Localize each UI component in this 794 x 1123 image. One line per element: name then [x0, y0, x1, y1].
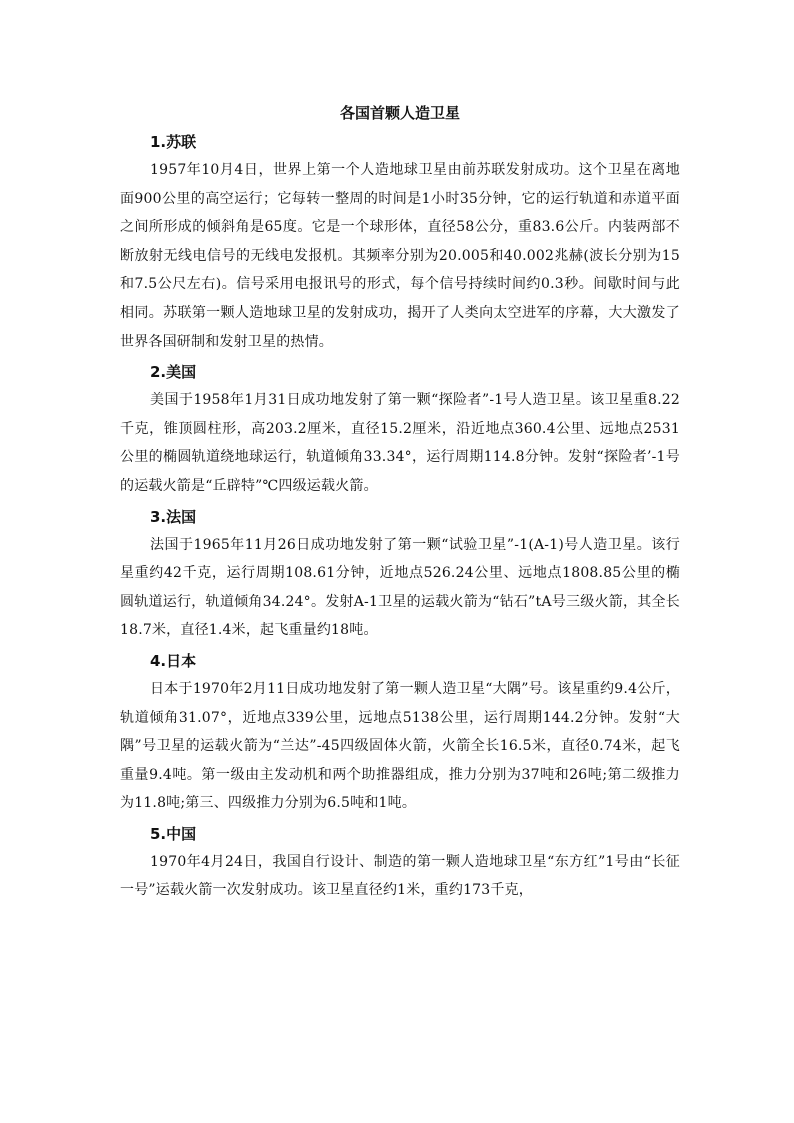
section-usa — [120, 358, 680, 500]
section-body: 美国于1958年1月31日成功地发射了第一颗“探险者”-1号人造卫星。该卫星重8.22千克，锥顶圆柱形，高203.2厘米，直径15.2厘米，沿近地点360.4公里、远地点2531公里的椭圆轨道绕地球运行，轨道倾角33.34°，运行周期114.8分钟。发射“探险者’-1号的运载火箭是“丘辟特”℃四级运载火箭。 — [120, 392, 680, 494]
section-body: 法国于1965年11月26日成功地发射了第一颗“试验卫星”-1(A-1)号人造卫星。该行星重约42千克，运行周期108.61分钟，近地点526.24公里、远地点1808.85公里的椭圆轨道运行，轨道倾角34.24°。发射A-1卫星的运载火箭为“钻石”tA号三级火箭，其全长18.7米，直径1.4米，起飞重量约18吨。 — [120, 536, 680, 639]
section-heading: 2.美国 — [150, 363, 197, 382]
section-france — [120, 503, 680, 645]
section-heading: 1.苏联 — [150, 133, 197, 151]
document-page — [120, 100, 680, 907]
section-heading: 3.法国 — [150, 507, 197, 526]
section-body: 1957年10月4日，世界上第一个人造地球卫星由前苏联发射成功。这个卫星在离地面900公里的高空运行；它每转一整周的时间是1小时35分钟，它的运行轨道和赤道平面之间所形成的倾斜角是65度。它是一个球形体，直径58公分，重83.6公斤。内装两部不断放射无线电信号的无线电发报机。其频率分别为20.005和40.002兆赫(波长分别为15和7.5公尺左右)。信号采用电报讯号的形式，每个信号持续时间约0.3秒。间歇时间与此相同。苏联第一颗人造地球卫星的发射成功，揭开了人类向太空进军的序幕，大大激发了世界各国研制和发射卫星的热情。 — [120, 162, 680, 350]
section-japan — [120, 647, 680, 818]
section-ussr — [120, 128, 680, 356]
section-heading: 5.中国 — [150, 824, 197, 843]
section-china — [120, 820, 680, 905]
document-title: 各国首颗人造卫星 — [339, 104, 460, 122]
section-body: 日本于1970年2月11日成功地发射了第一颗人造卫星“大隅”号。该星重约9.4公斤，轨道倾角31.07°，近地点339公里，远地点5138公里，运行周期144.2分钟。发射“大隅”号卫星的运载火箭为“兰达”-45四级固体火箭，火箭全长16.5米，直径0.74米，起飞重量9.4吨。第一级由主发动机和两个助推器组成，推力分别为37吨和26吨;第二级推力为11.8吨;第三、四级推力分别为6.5吨和1吨。 — [120, 680, 680, 812]
section-heading: 4.日本 — [150, 651, 197, 670]
section-body: 1970年4月24日，我国自行设计、制造的第一颗人造地球卫星“东方红”1号由“长征一号”运载火箭一次发射成功。该卫星直径约1米，重约173千克， — [120, 853, 680, 899]
